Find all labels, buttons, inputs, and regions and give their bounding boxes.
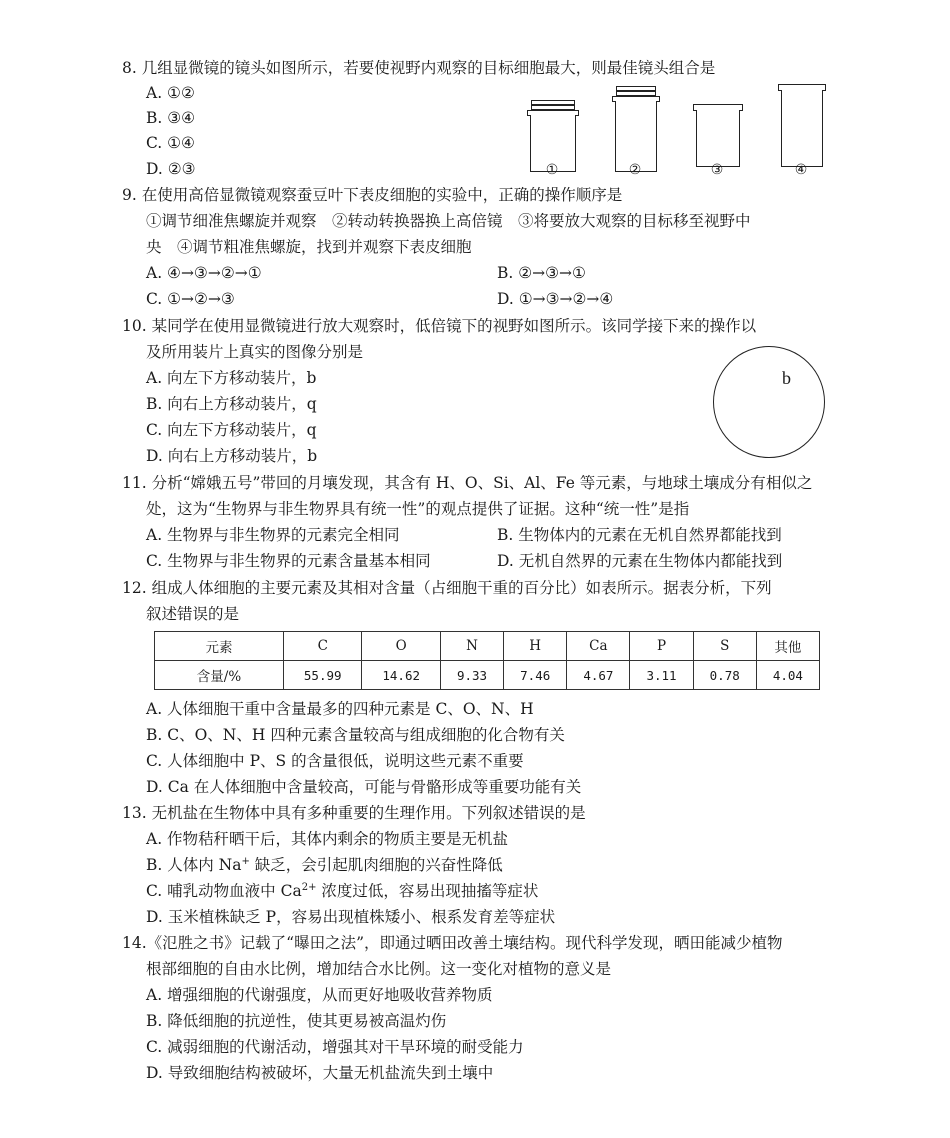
q13-stem: 13. 无机盐在生物体中具有多种重要的生理作用。下列叙述错误的是 <box>122 804 586 822</box>
q10-option-d: D. 向右上方移动装片，b <box>146 447 318 465</box>
q12-option-a: A. 人体细胞干重中含量最多的四种元素是 C、O、N、H <box>146 700 534 718</box>
q11-option-d: D. 无机自然界的元素在生物体内都能找到 <box>497 552 783 570</box>
q10-stem-line2: 及所用装片上真实的图像分别是 <box>146 343 364 361</box>
q11-option-b: B. 生物体内的元素在无机自然界都能找到 <box>497 526 782 544</box>
table-header-row <box>155 632 820 661</box>
q12-stem-line2: 叙述错误的是 <box>146 605 240 623</box>
table-header-cell: S <box>693 632 756 661</box>
q9-option-d: D. ①→③→②→④ <box>497 290 614 308</box>
q12-option-d: D. Ca 在人体细胞中含量较高，可能与骨骼形成等重要功能有关 <box>146 778 582 796</box>
q13-option-a: A. 作物秸秆晒干后，其体内剩余的物质主要是无机盐 <box>146 830 509 848</box>
table-header-cell: 其他 <box>756 632 819 661</box>
table-cell: 9.33 <box>440 661 503 690</box>
table-cell: 3.11 <box>630 661 693 690</box>
q8-option-b: B. ③④ <box>146 109 196 127</box>
q10-stem-line1: 10. 某同学在使用显微镜进行放大观察时，低倍镜下的视野如图所示。该同学接下来的操作以 <box>122 317 757 335</box>
q14-option-c: C. 减弱细胞的代谢活动，增强其对干旱环境的耐受能力 <box>146 1038 524 1056</box>
q13-option-b <box>146 854 503 876</box>
table-header-cell: N <box>440 632 503 661</box>
table-header-cell: Ca <box>567 632 630 661</box>
table-cell: 14.62 <box>362 661 440 690</box>
q13-option-c <box>146 880 538 902</box>
q12-stem-line1: 12. 组成人体细胞的主要元素及其相对含量（占细胞干重的百分比）如表所示。据表分析，下列 <box>122 579 772 597</box>
q11-stem-line1: 11. 分析“嫦娥五号”带回的月壤发现，其含有 H、O、Si、Al、Fe 等元素，与地球土壤成分有相似之 <box>122 474 813 492</box>
q14-stem-line1: 14.《氾胜之书》记载了“曝田之法”，即通过晒田改善土壤结构。现代科学发现，晒田能减少植物 <box>122 934 783 952</box>
calcium-charge: 2+ <box>301 882 317 893</box>
table-cell: 55.99 <box>284 661 362 690</box>
q8-option-c: C. ①④ <box>146 134 195 152</box>
q13-option-d: D. 玉米植株缺乏 P，容易出现植株矮小、根系发育差等症状 <box>146 908 556 926</box>
view-letter: b <box>782 368 791 388</box>
element-content-table <box>154 631 820 690</box>
table-row-label: 含量/% <box>155 661 284 690</box>
q9-steps-line2: 央 ④调节粗准焦螺旋，找到并观察下表皮细胞 <box>146 238 472 256</box>
q11-stem-line2: 处，这为“生物界与非生物界具有统一性”的观点提供了证据。这种“统一性”是指 <box>146 500 690 518</box>
table-header-cell: 元素 <box>155 632 284 661</box>
q12-option-b: B. C、O、N、H 四种元素含量较高与组成细胞的化合物有关 <box>146 726 565 744</box>
table-cell: 7.46 <box>504 661 567 690</box>
q13-option-b-rest: 缺乏，会引起肌肉细胞的兴奋性降低 <box>249 856 503 874</box>
table-header-cell: H <box>504 632 567 661</box>
q8-stem: 8. 几组显微镜的镜头如图所示，若要使视野内观察的目标细胞最大，则最佳镜头组合是 <box>122 59 716 77</box>
q9-stem: 9. 在使用高倍显微镜观察蚕豆叶下表皮细胞的实验中，正确的操作顺序是 <box>122 186 623 204</box>
table-cell: 4.67 <box>567 661 630 690</box>
table-cell: 0.78 <box>693 661 756 690</box>
q8-option-a: A. ①② <box>146 84 195 102</box>
q12-option-c: C. 人体细胞中 P、S 的含量很低，说明这些元素不重要 <box>146 752 524 770</box>
q13-option-b-text: B. 人体内 Na <box>146 856 242 874</box>
q9-option-a: A. ④→③→②→① <box>146 264 262 282</box>
q13-option-c-text: C. 哺乳动物血液中 Ca <box>146 882 302 900</box>
table-header-cell: P <box>630 632 693 661</box>
q14-stem-line2: 根部细胞的自由水比例，增加结合水比例。这一变化对植物的意义是 <box>146 960 612 978</box>
table-cell: 4.04 <box>756 661 819 690</box>
q11-option-a: A. 生物界与非生物界的元素完全相同 <box>146 526 400 544</box>
q10-option-c: C. 向左下方移动装片，q <box>146 421 317 439</box>
lens-3-label: ③ <box>710 162 724 178</box>
q10-option-a: A. 向左下方移动装片，b <box>146 369 317 387</box>
q9-option-c: C. ①→②→③ <box>146 290 235 308</box>
microscope-view-circle <box>713 346 825 458</box>
lens-4-label: ④ <box>794 162 808 178</box>
q14-option-d: D. 导致细胞结构被破坏，大量无机盐流失到土壤中 <box>146 1064 494 1082</box>
q14-option-b: B. 降低细胞的抗逆性，使其更易被高温灼伤 <box>146 1012 447 1030</box>
q9-steps-line1: ①调节细准焦螺旋并观察 ②转动转换器换上高倍镜 ③将要放大观察的目标移至视野中 <box>146 212 751 230</box>
q10-option-b: B. 向右上方移动装片，q <box>146 395 317 413</box>
q9-option-b: B. ②→③→① <box>497 264 586 282</box>
table-header-cell: O <box>362 632 440 661</box>
lens-1-label: ① <box>545 162 559 178</box>
lens-2-label: ② <box>628 162 642 178</box>
table-row <box>155 661 820 690</box>
sodium-charge: + <box>241 856 250 867</box>
q14-option-a: A. 增强细胞的代谢强度，从而更好地吸收营养物质 <box>146 986 493 1004</box>
q8-option-d: D. ②③ <box>146 160 196 178</box>
q11-option-c: C. 生物界与非生物界的元素含量基本相同 <box>146 552 431 570</box>
table-header-cell: C <box>284 632 362 661</box>
q13-option-c-rest: 浓度过低，容易出现抽搐等症状 <box>316 882 539 900</box>
